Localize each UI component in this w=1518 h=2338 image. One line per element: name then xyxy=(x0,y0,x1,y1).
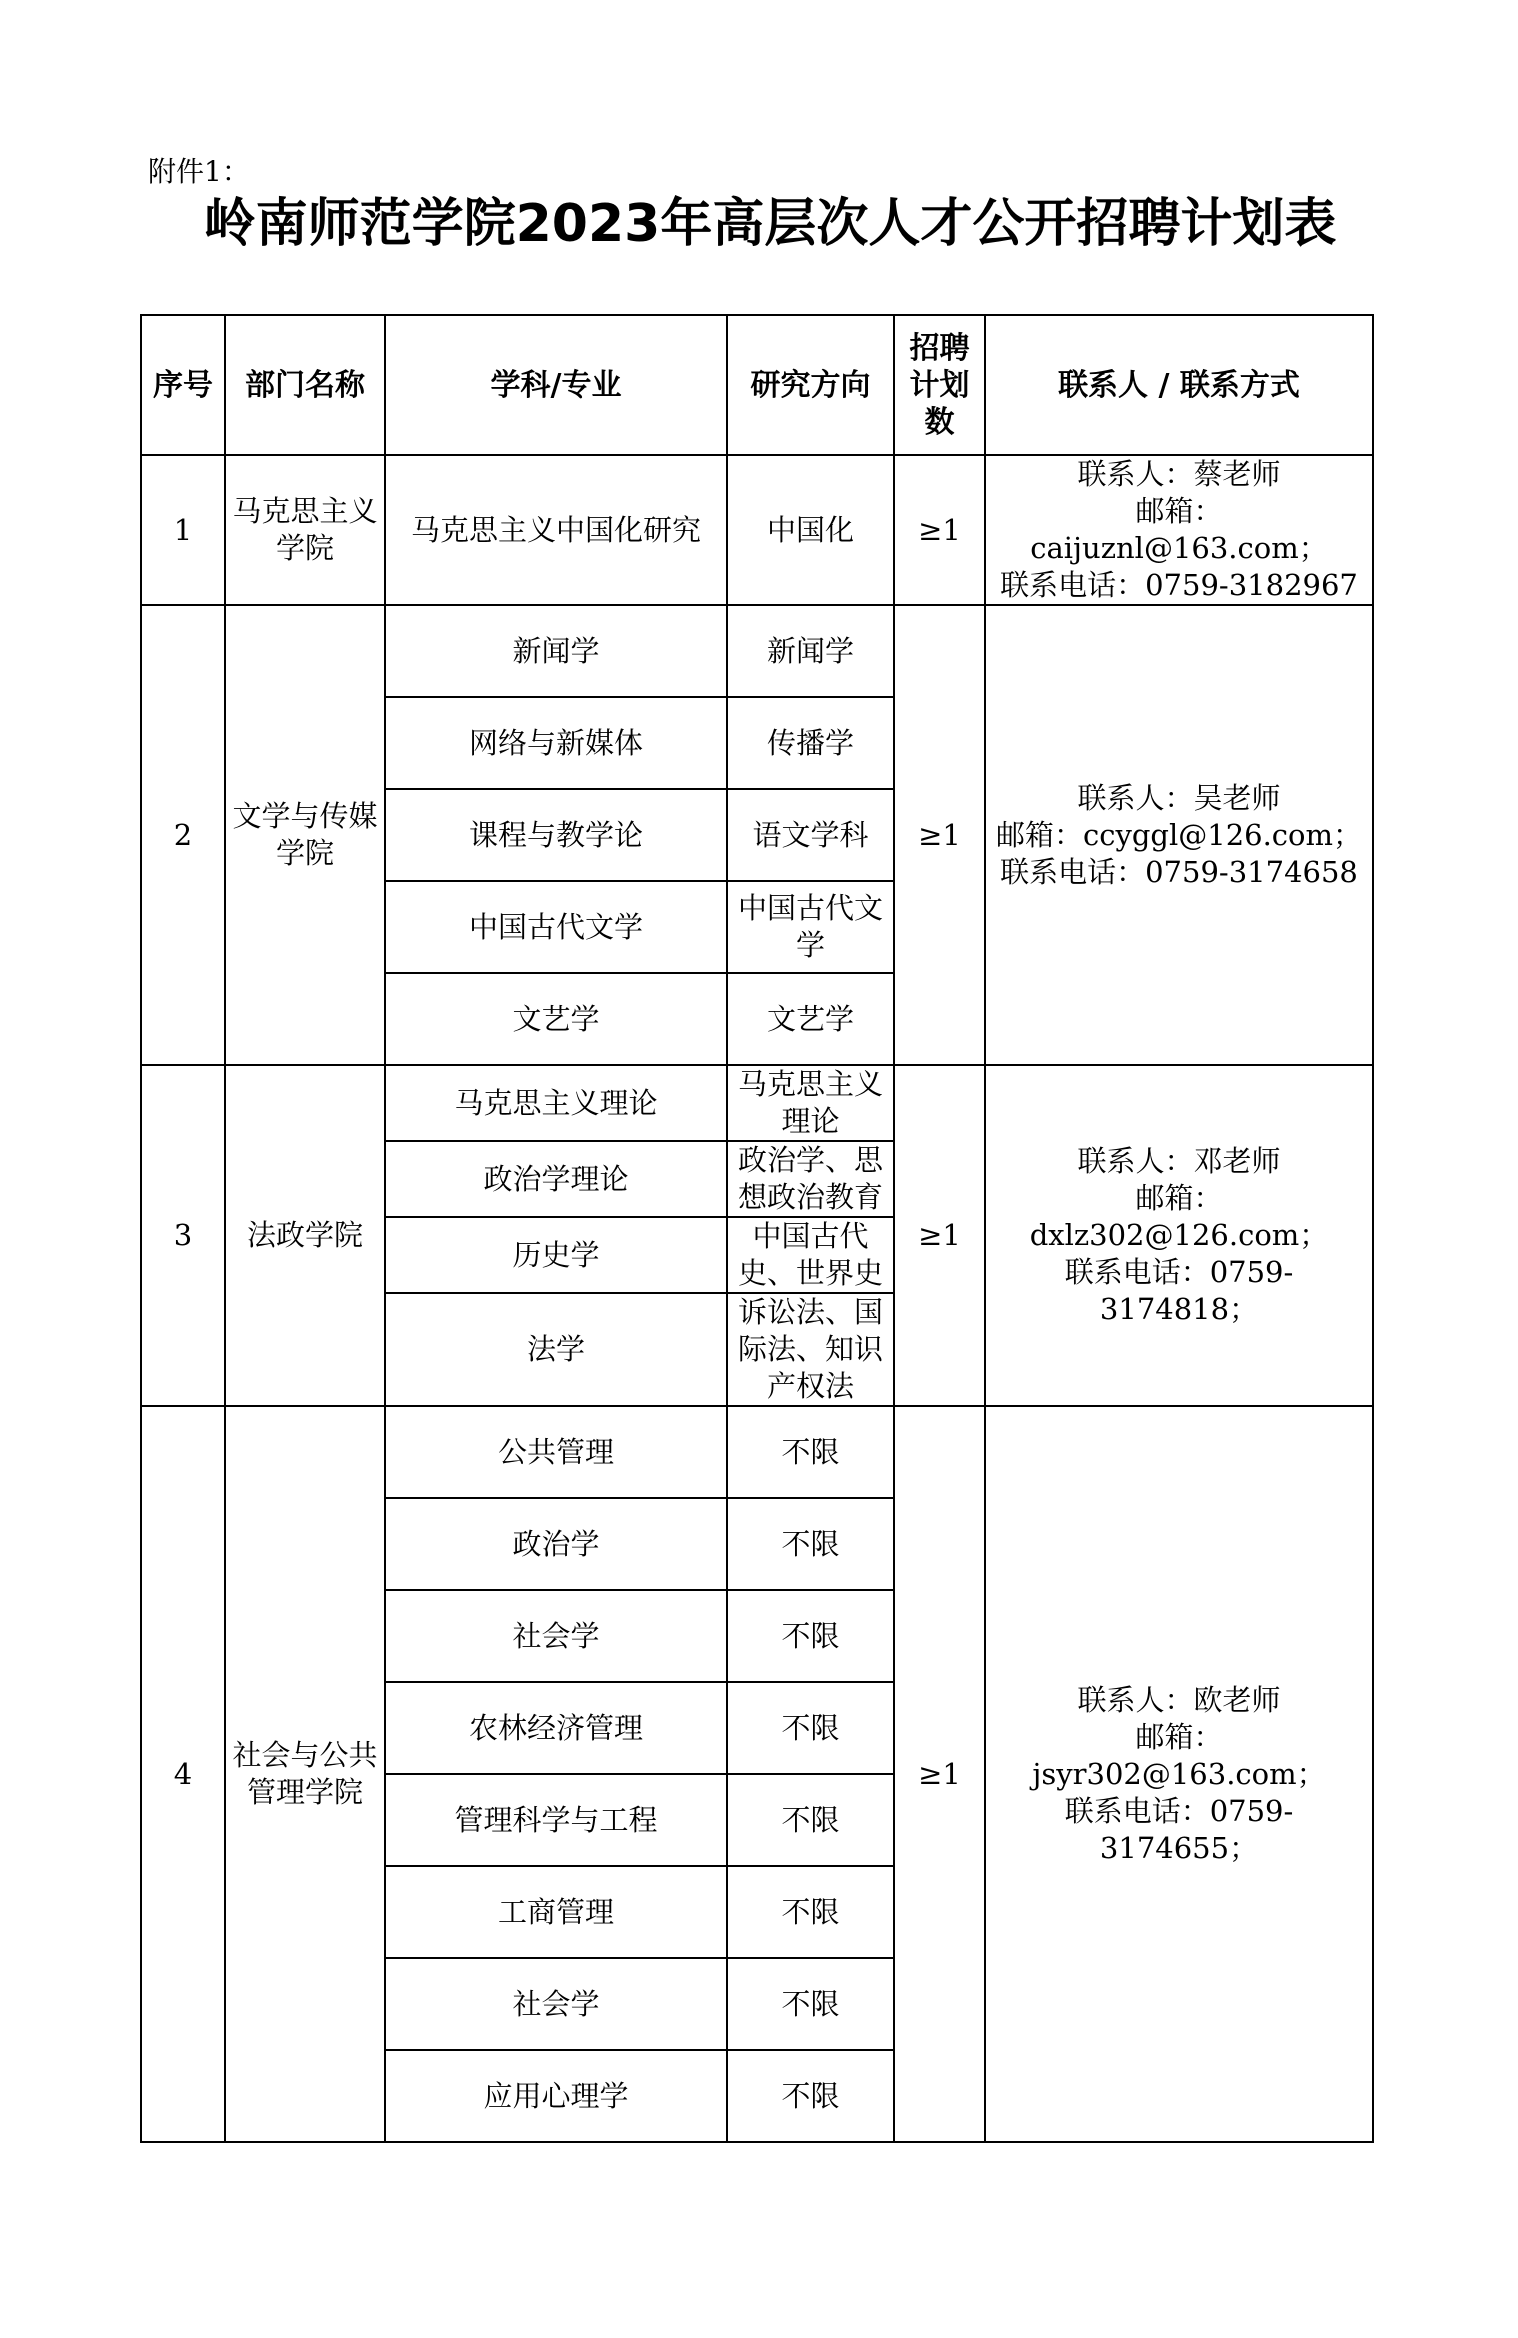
plan-cell: ≥1 xyxy=(894,605,985,1065)
dept-cell: 马克思主义学院 xyxy=(225,455,385,605)
direction-cell: 中国化 xyxy=(727,455,894,605)
direction-cell: 政治学、思想政治教育 xyxy=(727,1141,894,1217)
major-cell: 管理科学与工程 xyxy=(385,1774,727,1866)
plan-cell: ≥1 xyxy=(894,1406,985,2142)
seq-cell: 4 xyxy=(141,1406,225,2142)
attachment-label: 附件1： xyxy=(148,155,250,188)
major-cell: 文艺学 xyxy=(385,973,727,1065)
direction-cell: 语文学科 xyxy=(727,789,894,881)
direction-cell: 中国古代文学 xyxy=(727,881,894,973)
contact-cell: 联系人：吴老师 邮箱：ccyggl@126.com； 联系电话：0759-3174658 xyxy=(985,605,1373,1065)
direction-cell: 不限 xyxy=(727,2050,894,2142)
major-cell: 应用心理学 xyxy=(385,2050,727,2142)
direction-cell: 不限 xyxy=(727,1682,894,1774)
major-cell: 社会学 xyxy=(385,1590,727,1682)
contact-cell: 联系人：邓老师 邮箱：dxlz302@126.com； 联系电话：0759-3174818； xyxy=(985,1065,1373,1406)
major-cell: 网络与新媒体 xyxy=(385,697,727,789)
direction-cell: 不限 xyxy=(727,1958,894,2050)
contact-cell: 联系人：欧老师 邮箱：jsyr302@163.com； 联系电话：0759-3174655； xyxy=(985,1406,1373,2142)
seq-cell: 3 xyxy=(141,1065,225,1406)
major-cell: 课程与教学论 xyxy=(385,789,727,881)
table-row xyxy=(141,455,1373,605)
major-cell: 马克思主义理论 xyxy=(385,1065,727,1141)
header-contact: 联系人 / 联系方式 xyxy=(985,315,1373,455)
direction-cell: 新闻学 xyxy=(727,605,894,697)
major-cell: 中国古代文学 xyxy=(385,881,727,973)
table-body xyxy=(141,455,1373,2142)
header-plan: 招聘计划数 xyxy=(894,315,985,455)
direction-cell: 不限 xyxy=(727,1498,894,1590)
major-cell: 公共管理 xyxy=(385,1406,727,1498)
dept-cell: 社会与公共管理学院 xyxy=(225,1406,385,2142)
seq-cell: 1 xyxy=(141,455,225,605)
recruitment-plan-table xyxy=(140,314,1374,2143)
major-cell: 马克思主义中国化研究 xyxy=(385,455,727,605)
major-cell: 政治学 xyxy=(385,1498,727,1590)
major-cell: 政治学理论 xyxy=(385,1141,727,1217)
plan-cell: ≥1 xyxy=(894,455,985,605)
major-cell: 法学 xyxy=(385,1293,727,1406)
header-major: 学科/专业 xyxy=(385,315,727,455)
table-row xyxy=(141,605,1373,697)
major-cell: 社会学 xyxy=(385,1958,727,2050)
major-cell: 新闻学 xyxy=(385,605,727,697)
direction-cell: 不限 xyxy=(727,1406,894,1498)
plan-cell: ≥1 xyxy=(894,1065,985,1406)
direction-cell: 文艺学 xyxy=(727,973,894,1065)
header-seq: 序号 xyxy=(141,315,225,455)
header-dept: 部门名称 xyxy=(225,315,385,455)
direction-cell: 马克思主义理论 xyxy=(727,1065,894,1141)
direction-cell: 不限 xyxy=(727,1590,894,1682)
table-row xyxy=(141,1065,1373,1141)
table-row xyxy=(141,1406,1373,1498)
contact-cell: 联系人：蔡老师 邮箱：caijuznl@163.com； 联系电话：0759-3182967 xyxy=(985,455,1373,605)
header-direction: 研究方向 xyxy=(727,315,894,455)
major-cell: 工商管理 xyxy=(385,1866,727,1958)
major-cell: 农林经济管理 xyxy=(385,1682,727,1774)
direction-cell: 不限 xyxy=(727,1866,894,1958)
direction-cell: 传播学 xyxy=(727,697,894,789)
page-title: 岭南师范学院2023年高层次人才公开招聘计划表 xyxy=(203,194,1337,254)
direction-cell: 中国古代史、世界史 xyxy=(727,1217,894,1293)
major-cell: 历史学 xyxy=(385,1217,727,1293)
header-row xyxy=(141,315,1373,455)
direction-cell: 不限 xyxy=(727,1774,894,1866)
dept-cell: 文学与传媒学院 xyxy=(225,605,385,1065)
seq-cell: 2 xyxy=(141,605,225,1065)
direction-cell: 诉讼法、国际法、知识产权法 xyxy=(727,1293,894,1406)
dept-cell: 法政学院 xyxy=(225,1065,385,1406)
